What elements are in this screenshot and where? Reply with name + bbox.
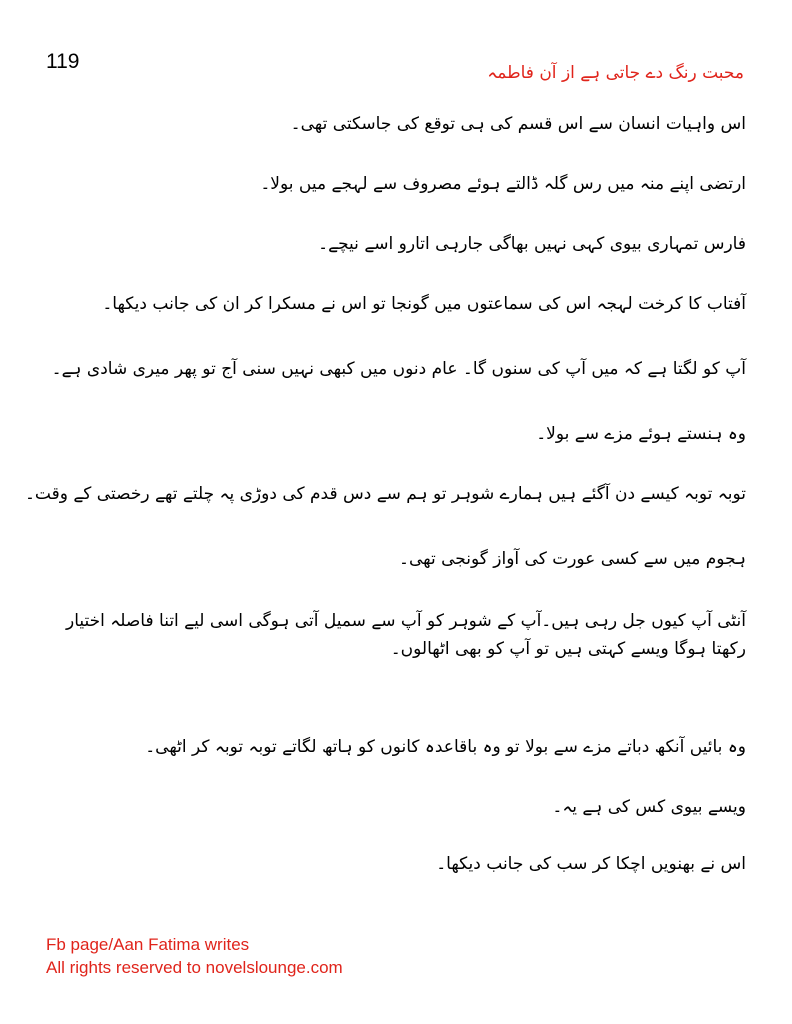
paragraph-1: اس واہیات انسان سے اس قسم کی ہی توقع کی جاسکتی تھی۔ [290, 114, 746, 134]
paragraph-3: فارس تمہاری بیوی کہی نہیں بھاگی جارہی اتارو اسے نیچے۔ [318, 234, 746, 254]
paragraph-10: وہ بائیں آنکھ دباتے مزے سے بولا تو وہ باقاعدہ کانوں کو ہاتھ لگاتے توبہ توبہ کر اٹھی۔ [145, 737, 746, 757]
paragraph-2: ارتضی اپنے منہ میں رس گلہ ڈالتے ہوئے مصروف سے لہجے میں بولا۔ [260, 174, 746, 194]
paragraph-5: آپ کو لگتا ہے کہ میں آپ کی سنوں گا۔ عام دنوں میں کبھی نہیں سنی آج تو پھر میری شادی ہے۔ [51, 359, 746, 379]
footer-copyright: All rights reserved to novelslounge.com [46, 958, 343, 977]
footer-facebook-page: Fb page/Aan Fatima writes [46, 935, 250, 954]
paragraph-8: ہجوم میں سے کسی عورت کی آواز گونجی تھی۔ [399, 549, 746, 569]
paragraph-9: آنٹی آپ کیوں جل رہی ہیں۔آپ کے شوہر کو آپ سے سمیل آتی ہوگی اسی لیے اتنا فاصلہ اختیار رکھتا ہوگا ویسے کہتی ہیں تو آپ کو بھی اٹھالوں۔ [66, 611, 746, 659]
paragraph-6: وہ ہنستے ہوئے مزے سے بولا۔ [536, 424, 746, 444]
book-title: محبت رنگ دے جاتی ہے از آن فاطمہ [487, 63, 744, 83]
paragraph-11: ویسے بیوی کس کی ہے یہ۔ [552, 797, 746, 817]
paragraph-7: توبہ توبہ کیسے دن آگئے ہیں ہمارے شوہر تو ہم سے دس قدم کی دوڑی پہ چلتے تھے رخصتی کے وقت۔ [24, 484, 746, 504]
paragraph-4: آفتاب کا کرخت لہجہ اس کی سماعتوں میں گونجا تو اس نے مسکرا کر ان کی جانب دیکھا۔ [102, 294, 746, 314]
page-number: 119 [46, 50, 80, 73]
paragraph-12: اس نے بھنویں اچکا کر سب کی جانب دیکھا۔ [436, 854, 746, 874]
